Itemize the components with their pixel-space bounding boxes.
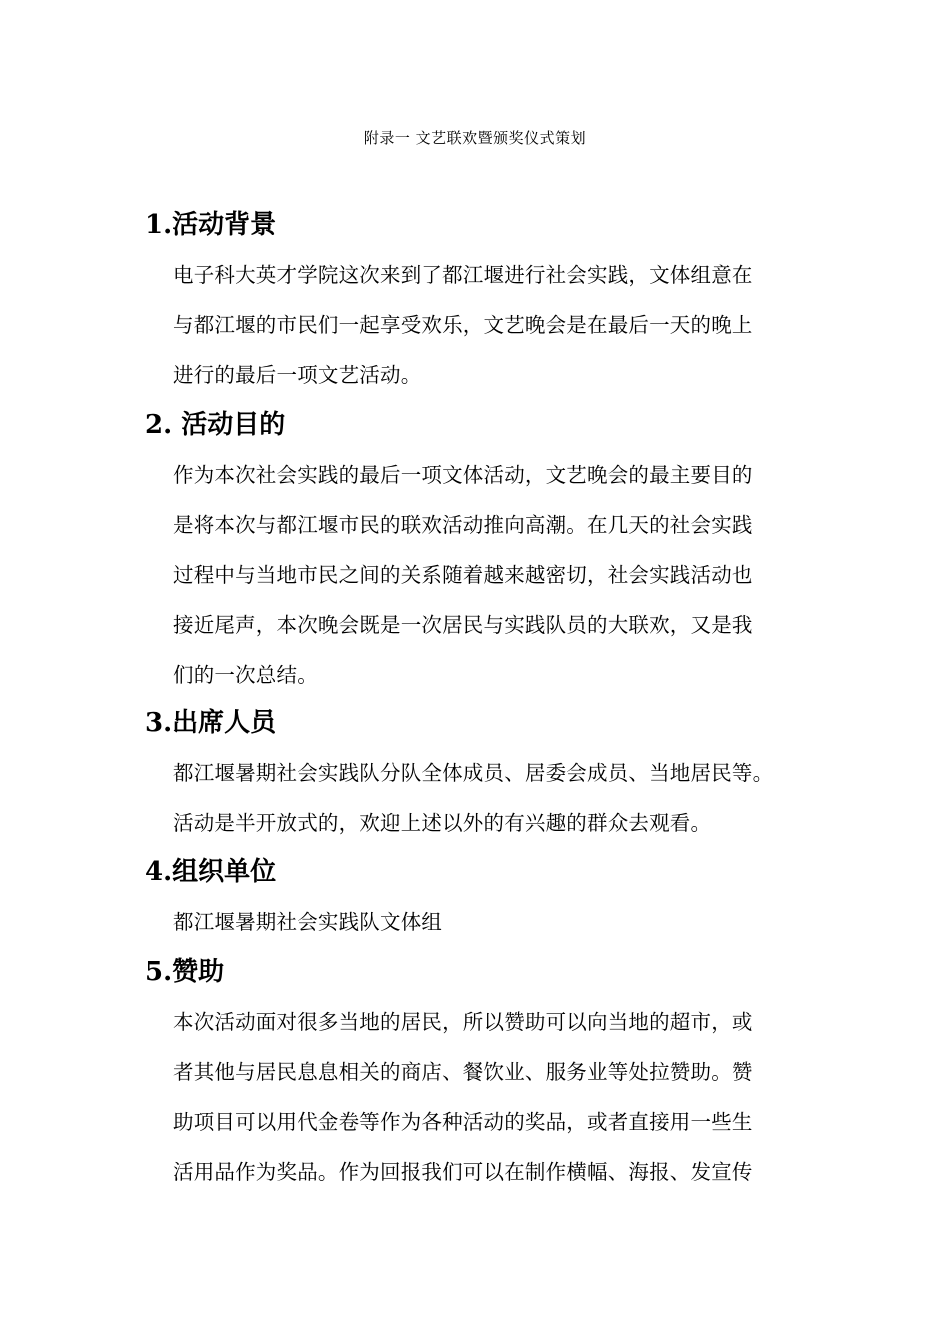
section-paragraph-sponsorship [173,1006,813,1206]
paragraph-line: 进行的最后一项文艺活动。 [173,363,422,387]
section-paragraph-attendees [173,757,813,857]
paragraph-line: 们的一次总结。 [173,663,318,687]
paragraph-line: 过程中与当地市民之间的关系随着越来越密切，社会实践活动也 [173,563,753,587]
paragraph-line: 接近尾声，本次晚会既是一次居民与实践队员的大联欢，又是我 [173,613,753,637]
paragraph-line: 作为本次社会实践的最后一项文体活动，文艺晚会的最主要目的 [173,463,753,487]
section-paragraph-purpose [173,459,813,709]
paragraph-line: 活动是半开放式的，欢迎上述以外的有兴趣的群众去观看。 [173,811,712,835]
section-heading-organizer: 4.组织单位 [145,857,277,887]
paragraph-line: 都江堰暑期社会实践队分队全体成员、居委会成员、当地居民等。 [173,761,774,785]
page-header-title: 附录一 文艺联欢暨颁奖仪式策划 [363,129,587,147]
section-heading-sponsorship: 5.赞助 [145,957,225,987]
section-heading-purpose: 2. 活动目的 [145,410,286,440]
section-paragraph-organizer [173,906,813,956]
section-heading-attendees: 3.出席人员 [145,708,277,738]
paragraph-line: 电子科大英才学院这次来到了都江堰进行社会实践，文体组意在 [173,263,753,287]
paragraph-line: 者其他与居民息息相关的商店、餐饮业、服务业等处拉赞助。赞 [173,1060,753,1084]
paragraph-line: 都江堰暑期社会实践队文体组 [173,910,443,934]
section-heading-background: 1.活动背景 [145,210,277,240]
paragraph-line: 本次活动面对很多当地的居民，所以赞助可以向当地的超市，或 [173,1010,753,1034]
paragraph-line: 是将本次与都江堰市民的联欢活动推向高潮。在几天的社会实践 [173,513,753,537]
paragraph-line: 活用品作为奖品。作为回报我们可以在制作横幅、海报、发宣传 [173,1160,753,1184]
paragraph-line: 助项目可以用代金卷等作为各种活动的奖品，或者直接用一些生 [173,1110,753,1134]
section-paragraph-background [173,259,813,409]
paragraph-line: 与都江堰的市民们一起享受欢乐，文艺晚会是在最后一天的晚上 [173,313,753,337]
